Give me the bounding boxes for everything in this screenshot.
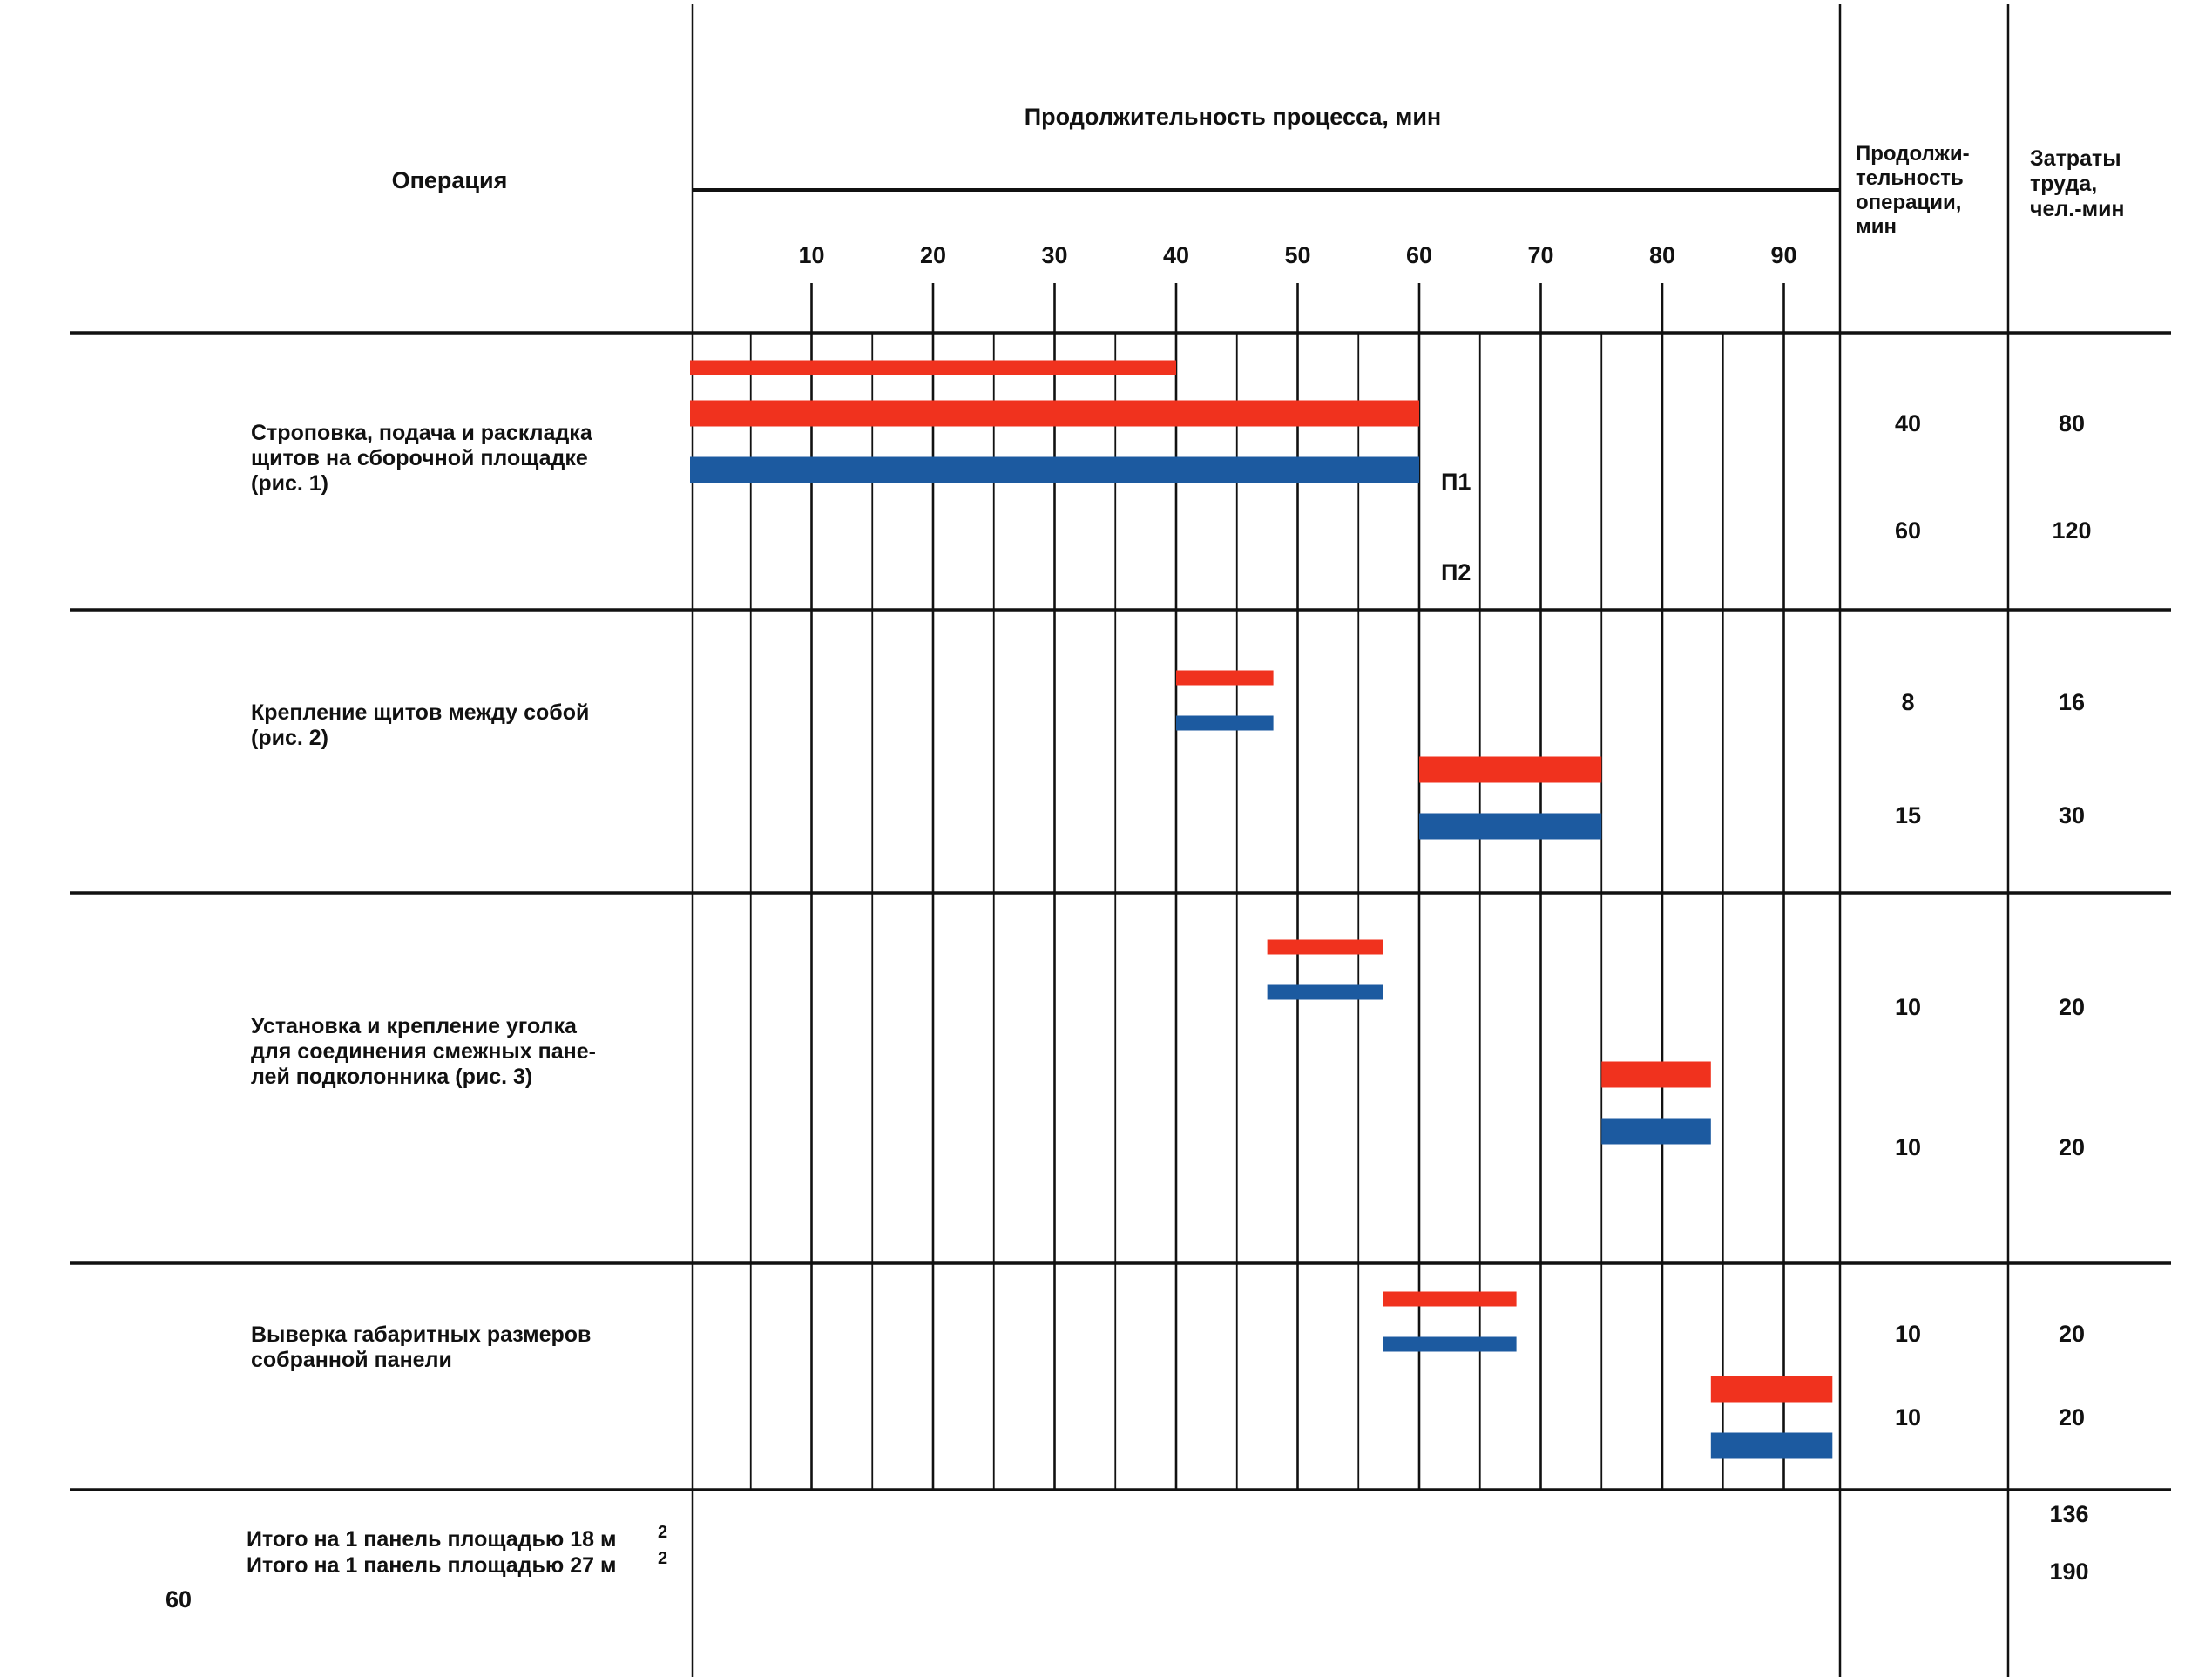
blue-bar — [1601, 1119, 1711, 1145]
total-label-sup: 2 — [658, 1549, 668, 1568]
labor-value: 20 — [2058, 994, 2086, 1020]
total-labor-value: 136 — [2049, 1501, 2089, 1527]
labor-header-line: чел.-мин — [2030, 197, 2125, 221]
x-tick-label: 50 — [1284, 242, 1311, 268]
labor-header-line: труда, — [2030, 172, 2098, 196]
red-bar — [1601, 1062, 1711, 1088]
x-tick-label: 40 — [1162, 242, 1190, 268]
op-duration-header-line: мин — [1856, 215, 1897, 239]
duration-value: 10 — [1894, 994, 1922, 1020]
operation-label: Выверка габаритных размеров — [251, 1322, 592, 1347]
operation-label: щитов на сборочной площадке — [251, 446, 588, 470]
series-label-p1: П1 — [1441, 469, 1471, 495]
op-duration-header-line: тельность — [1856, 166, 1964, 190]
x-tick-label: 10 — [798, 242, 825, 268]
labor-value: 80 — [2058, 410, 2086, 436]
blue-bar — [1419, 814, 1601, 840]
total-label: Итого на 1 панель площадью 27 м — [247, 1553, 617, 1578]
operation-header: Операция — [391, 167, 508, 193]
blue-bar — [1383, 1337, 1516, 1352]
red-bar — [1711, 1376, 1833, 1403]
red-bar — [1419, 757, 1601, 783]
page-number: 60 — [165, 1586, 193, 1613]
x-tick-label: 20 — [919, 242, 947, 268]
duration-value: 8 — [1901, 689, 1915, 715]
labor-value: 20 — [2058, 1134, 2086, 1160]
operation-label: (рис. 2) — [251, 726, 328, 750]
labor-value: 20 — [2058, 1404, 2086, 1430]
op-duration-header-line: Продолжи- — [1856, 142, 1970, 166]
operation-label: лей подколонника (рис. 3) — [251, 1065, 533, 1089]
total-label-sup: 2 — [658, 1523, 668, 1542]
x-tick-label: 30 — [1041, 242, 1068, 268]
blue-bar — [1268, 985, 1383, 1000]
total-label: Итого на 1 панель площадью 18 м — [247, 1527, 617, 1552]
red-bar — [1176, 671, 1274, 686]
operation-label: (рис. 1) — [251, 471, 328, 496]
blue-bar — [1711, 1433, 1833, 1459]
x-tick-label: 90 — [1770, 242, 1797, 268]
operation-label: Установка и крепление уголка — [251, 1014, 577, 1038]
operation-label: для соединения смежных пане- — [251, 1039, 596, 1064]
operation-label: Крепление щитов между собой — [251, 700, 590, 725]
labor-header-line: Затраты — [2030, 146, 2121, 171]
x-tick-label: 60 — [1405, 242, 1433, 268]
op-duration-header-line: операции, — [1856, 191, 1962, 214]
x-tick-label: 80 — [1648, 242, 1676, 268]
blue-bar — [1176, 716, 1274, 731]
duration-value: 10 — [1894, 1404, 1922, 1430]
duration-value: 10 — [1894, 1321, 1922, 1347]
labor-value: 120 — [2052, 517, 2092, 544]
operation-label: собранной панели — [251, 1348, 452, 1372]
labor-value: 30 — [2058, 802, 2086, 828]
red-bar — [1268, 940, 1383, 955]
labor-value: 16 — [2058, 689, 2086, 715]
duration-value: 40 — [1894, 410, 1922, 436]
red-bar — [690, 401, 1419, 427]
operation-label: Строповка, подача и раскладка — [251, 421, 592, 445]
x-tick-label: 70 — [1527, 242, 1554, 268]
total-labor-value: 190 — [2049, 1559, 2089, 1585]
duration-value: 10 — [1894, 1134, 1922, 1160]
process-duration-header: Продолжительность процесса, мин — [1024, 104, 1442, 130]
duration-value: 60 — [1894, 517, 1922, 544]
duration-value: 15 — [1894, 802, 1922, 828]
labor-value: 20 — [2058, 1321, 2086, 1347]
red-bar — [690, 361, 1176, 375]
red-bar — [1383, 1292, 1516, 1307]
blue-bar — [690, 457, 1419, 483]
series-label-p2: П2 — [1441, 559, 1471, 585]
